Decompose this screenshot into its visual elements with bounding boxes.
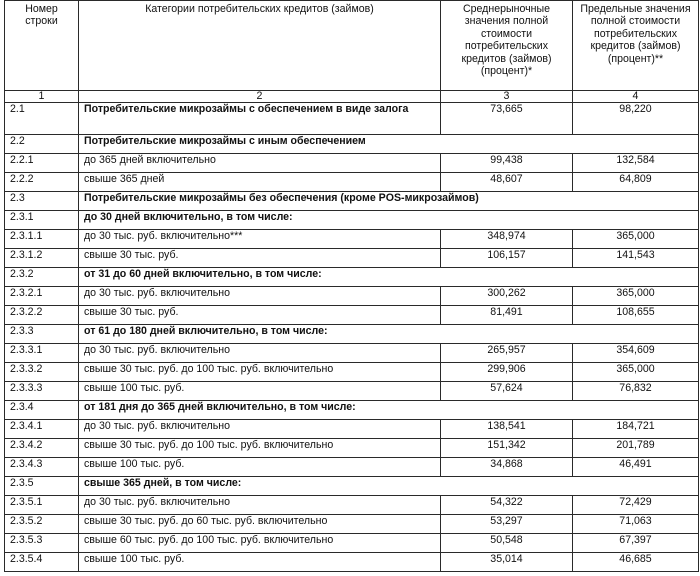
row-number: 2.2.1 [5,154,79,173]
row-category: до 365 дней включительно [79,154,441,173]
table-row [5,268,699,287]
table-row [5,154,699,173]
row-limit-value: 141,543 [573,249,699,268]
row-category: свыше 100 тыс. руб. [79,382,441,401]
row-number: 2.3.5.4 [5,553,79,572]
table-row [5,230,699,249]
row-number: 2.3.1 [5,211,79,230]
row-average-value: 299,906 [441,363,573,382]
row-number: 2.3.3.1 [5,344,79,363]
row-number: 2.1 [5,103,79,135]
table-row [5,382,699,401]
row-category: свыше 30 тыс. руб. до 60 тыс. руб. включительно [79,515,441,534]
row-limit-value: 64,809 [573,173,699,192]
row-average-value: 348,974 [441,230,573,249]
column-number-row [5,91,699,103]
row-number: 2.3.1.2 [5,249,79,268]
row-number: 2.3.2 [5,268,79,287]
table-row [5,439,699,458]
row-number: 2.2 [5,135,79,154]
row-limit-value: 46,491 [573,458,699,477]
row-category: свыше 365 дней, в том числе: [79,477,699,496]
row-limit-value: 67,397 [573,534,699,553]
column-number: 1 [5,91,79,103]
column-number: 2 [79,91,441,103]
row-average-value: 99,438 [441,154,573,173]
row-category: от 61 до 180 дней включительно, в том числе: [79,325,699,344]
row-number: 2.3.5.2 [5,515,79,534]
table-row [5,135,699,154]
header-category: Категории потребительских кредитов (займов) [79,1,441,91]
row-average-value: 73,665 [441,103,573,135]
table-row [5,173,699,192]
table-row [5,306,699,325]
table-row [5,249,699,268]
header-limit-value: Предельные значения полной стоимости потребительских кредитов (займов) (процент)** [573,1,699,91]
row-limit-value: 354,609 [573,344,699,363]
row-category: от 181 дня до 365 дней включительно, в том числе: [79,401,699,420]
row-limit-value: 132,584 [573,154,699,173]
table-row [5,192,699,211]
row-category: до 30 тыс. руб. включительно [79,287,441,306]
row-number: 2.3.4.1 [5,420,79,439]
row-category: свыше 100 тыс. руб. [79,553,441,572]
row-category: Потребительские микрозаймы с обеспечением в виде залога [79,103,441,135]
row-average-value: 300,262 [441,287,573,306]
row-average-value: 54,322 [441,496,573,515]
row-limit-value: 365,000 [573,287,699,306]
row-limit-value: 46,685 [573,553,699,572]
row-number: 2.3.3 [5,325,79,344]
row-average-value: 138,541 [441,420,573,439]
row-category: Потребительские микрозаймы без обеспечения (кроме POS-микрозаймов) [79,192,699,211]
row-category: свыше 365 дней [79,173,441,192]
row-number: 2.3.4.3 [5,458,79,477]
row-number: 2.2.2 [5,173,79,192]
table-row [5,401,699,420]
row-category: до 30 тыс. руб. включительно [79,496,441,515]
row-category: свыше 30 тыс. руб. [79,249,441,268]
row-category: до 30 дней включительно, в том числе: [79,211,699,230]
row-number: 2.3.5.3 [5,534,79,553]
row-average-value: 151,342 [441,439,573,458]
row-average-value: 35,014 [441,553,573,572]
row-average-value: 106,157 [441,249,573,268]
row-average-value: 53,297 [441,515,573,534]
header-row-number: Номер строки [5,1,79,91]
table-row [5,420,699,439]
table-row [5,287,699,306]
row-average-value: 34,868 [441,458,573,477]
header-average-value: Среднерыночные значения полной стоимости потребительских кредитов (займов) (процент)* [441,1,573,91]
row-category: свыше 30 тыс. руб. [79,306,441,325]
row-average-value: 50,548 [441,534,573,553]
row-category: до 30 тыс. руб. включительно*** [79,230,441,249]
table-row [5,553,699,572]
row-limit-value: 365,000 [573,230,699,249]
table-row [5,458,699,477]
table-row [5,344,699,363]
table-row [5,515,699,534]
row-average-value: 48,607 [441,173,573,192]
row-number: 2.3.2.1 [5,287,79,306]
row-number: 2.3.1.1 [5,230,79,249]
table-row [5,363,699,382]
row-number: 2.3.3.3 [5,382,79,401]
row-number: 2.3.4 [5,401,79,420]
table-row [5,496,699,515]
row-number: 2.3.5 [5,477,79,496]
column-number: 3 [441,91,573,103]
row-number: 2.3.2.2 [5,306,79,325]
row-number: 2.3 [5,192,79,211]
table-header-row [5,1,699,91]
row-category: свыше 30 тыс. руб. до 100 тыс. руб. включительно [79,363,441,382]
table-row [5,103,699,135]
row-category: свыше 30 тыс. руб. до 100 тыс. руб. включительно [79,439,441,458]
row-limit-value: 365,000 [573,363,699,382]
row-average-value: 57,624 [441,382,573,401]
row-category: Потребительские микрозаймы с иным обеспечением [79,135,699,154]
table-row [5,211,699,230]
table-row [5,534,699,553]
row-category: свыше 60 тыс. руб. до 100 тыс. руб. включительно [79,534,441,553]
row-number: 2.3.4.2 [5,439,79,458]
row-limit-value: 71,063 [573,515,699,534]
row-average-value: 81,491 [441,306,573,325]
row-number: 2.3.5.1 [5,496,79,515]
table-row [5,325,699,344]
row-limit-value: 98,220 [573,103,699,135]
row-limit-value: 201,789 [573,439,699,458]
row-limit-value: 108,655 [573,306,699,325]
row-average-value: 265,957 [441,344,573,363]
row-category: до 30 тыс. руб. включительно [79,344,441,363]
row-limit-value: 184,721 [573,420,699,439]
row-category: до 30 тыс. руб. включительно [79,420,441,439]
column-number: 4 [573,91,699,103]
row-category: свыше 100 тыс. руб. [79,458,441,477]
rates-table [4,0,699,572]
row-limit-value: 72,429 [573,496,699,515]
table-row [5,477,699,496]
row-category: от 31 до 60 дней включительно, в том числе: [79,268,699,287]
row-limit-value: 76,832 [573,382,699,401]
row-number: 2.3.3.2 [5,363,79,382]
